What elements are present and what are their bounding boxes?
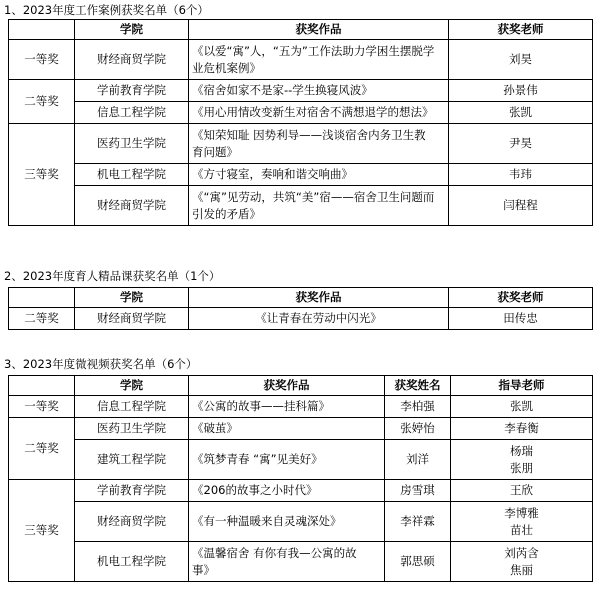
student-cell: 刘洋 [385, 440, 451, 480]
student-cell: 李祥霖 [385, 502, 451, 542]
table-row [9, 418, 593, 440]
college-cell: 财经商贸学院 [75, 308, 189, 330]
teacher-cell: 刘昊 [449, 40, 593, 80]
header-level [9, 376, 75, 396]
header-teacher: 获奖老师 [449, 20, 593, 40]
advisor-cell: 张凯 [451, 396, 593, 418]
section1-title: 1、2023年度工作案例获奖名单（6个） [4, 3, 209, 17]
section2-table [8, 287, 593, 330]
work-cell: 《方寸寝室，奏响和谐交响曲》 [189, 164, 449, 186]
prize-level-cell: 一等奖 [9, 40, 75, 80]
work-cell: 《有一种温暖来自灵魂深处》 [189, 502, 385, 542]
teacher-cell: 孙景伟 [449, 80, 593, 102]
header-work: 获奖作品 [189, 20, 449, 40]
college-cell: 机电工程学院 [75, 164, 189, 186]
work-cell: 《知荣知耻 因势利导——浅谈宿舍内务卫生教 育问题》 [189, 124, 449, 164]
work-cell: 《让青春在劳动中闪光》 [189, 308, 449, 330]
prize-level-cell: 二等奖 [9, 80, 75, 124]
table-row [9, 502, 593, 542]
college-cell: 财经商贸学院 [75, 186, 189, 226]
teacher-cell: 韦玮 [449, 164, 593, 186]
prize-level-cell: 三等奖 [9, 124, 75, 226]
table-row [9, 102, 593, 124]
section1-table [8, 19, 593, 226]
work-cell: 《用心用情改变新生对宿舍不满想退学的想法》 [189, 102, 449, 124]
table-header-row [9, 20, 593, 40]
advisor-cell: 王欣 [451, 480, 593, 502]
header-college: 学院 [75, 288, 189, 308]
table-header-row [9, 288, 593, 308]
table-row [9, 124, 593, 164]
work-cell: 《“寓”见劳动，共筑“美”宿——宿舍卫生问题而 引发的矛盾》 [189, 186, 449, 226]
college-cell: 信息工程学院 [75, 102, 189, 124]
table-row [9, 542, 593, 582]
college-cell: 学前教育学院 [75, 80, 189, 102]
college-cell: 信息工程学院 [75, 396, 189, 418]
student-cell: 李柏强 [385, 396, 451, 418]
prize-level-cell: 二等奖 [9, 418, 75, 480]
advisor-cell: 杨瑞 张朋 [451, 440, 593, 480]
table-header-row [9, 376, 593, 396]
work-cell: 《破茧》 [189, 418, 385, 440]
section3-title: 3、2023年度微视频获奖名单（6个） [4, 357, 198, 371]
college-cell: 医药卫生学院 [75, 124, 189, 164]
section2-title: 2、2023年度育人精品课获奖名单（1个） [4, 269, 221, 283]
student-cell: 郭思硕 [385, 542, 451, 582]
header-college: 学院 [75, 376, 189, 396]
teacher-cell: 尹昊 [449, 124, 593, 164]
work-cell: 《宿舍如家不是家--学生换寝风波》 [189, 80, 449, 102]
section3-table [8, 375, 593, 582]
header-work: 获奖作品 [189, 288, 449, 308]
college-cell: 学前教育学院 [75, 480, 189, 502]
header-level [9, 288, 75, 308]
prize-level-cell: 一等奖 [9, 396, 75, 418]
table-row [9, 396, 593, 418]
college-cell: 机电工程学院 [75, 542, 189, 582]
work-cell: 《206的故事之小时代》 [189, 480, 385, 502]
college-cell: 财经商贸学院 [75, 40, 189, 80]
college-cell: 建筑工程学院 [75, 440, 189, 480]
table-row [9, 40, 593, 80]
advisor-cell: 李春衡 [451, 418, 593, 440]
prize-level-cell: 三等奖 [9, 480, 75, 582]
advisor-cell: 李博雅 苗壮 [451, 502, 593, 542]
header-teacher: 获奖老师 [449, 288, 593, 308]
table-row [9, 80, 593, 102]
table-row [9, 440, 593, 480]
work-cell: 《温馨宿舍 有你有我—公寓的故 事》 [189, 542, 385, 582]
college-cell: 财经商贸学院 [75, 502, 189, 542]
college-cell: 医药卫生学院 [75, 418, 189, 440]
work-cell: 《筑梦青春 “寓”见美好》 [189, 440, 385, 480]
advisor-cell: 刘芮含 焦丽 [451, 542, 593, 582]
header-student: 获奖姓名 [385, 376, 451, 396]
prize-level-cell: 二等奖 [9, 308, 75, 330]
teacher-cell: 田传忠 [449, 308, 593, 330]
work-cell: 《公寓的故事——挂科篇》 [189, 396, 385, 418]
header-level [9, 20, 75, 40]
teacher-cell: 张凯 [449, 102, 593, 124]
header-work: 获奖作品 [189, 376, 385, 396]
table-row [9, 164, 593, 186]
teacher-cell: 闫程程 [449, 186, 593, 226]
header-advisor: 指导老师 [451, 376, 593, 396]
table-row [9, 308, 593, 330]
student-cell: 房雪琪 [385, 480, 451, 502]
header-college: 学院 [75, 20, 189, 40]
table-row [9, 186, 593, 226]
work-cell: 《以爱“寓”人，“五为”工作法助力学困生摆脱学 业危机案例》 [189, 40, 449, 80]
table-row [9, 480, 593, 502]
student-cell: 张婷怡 [385, 418, 451, 440]
